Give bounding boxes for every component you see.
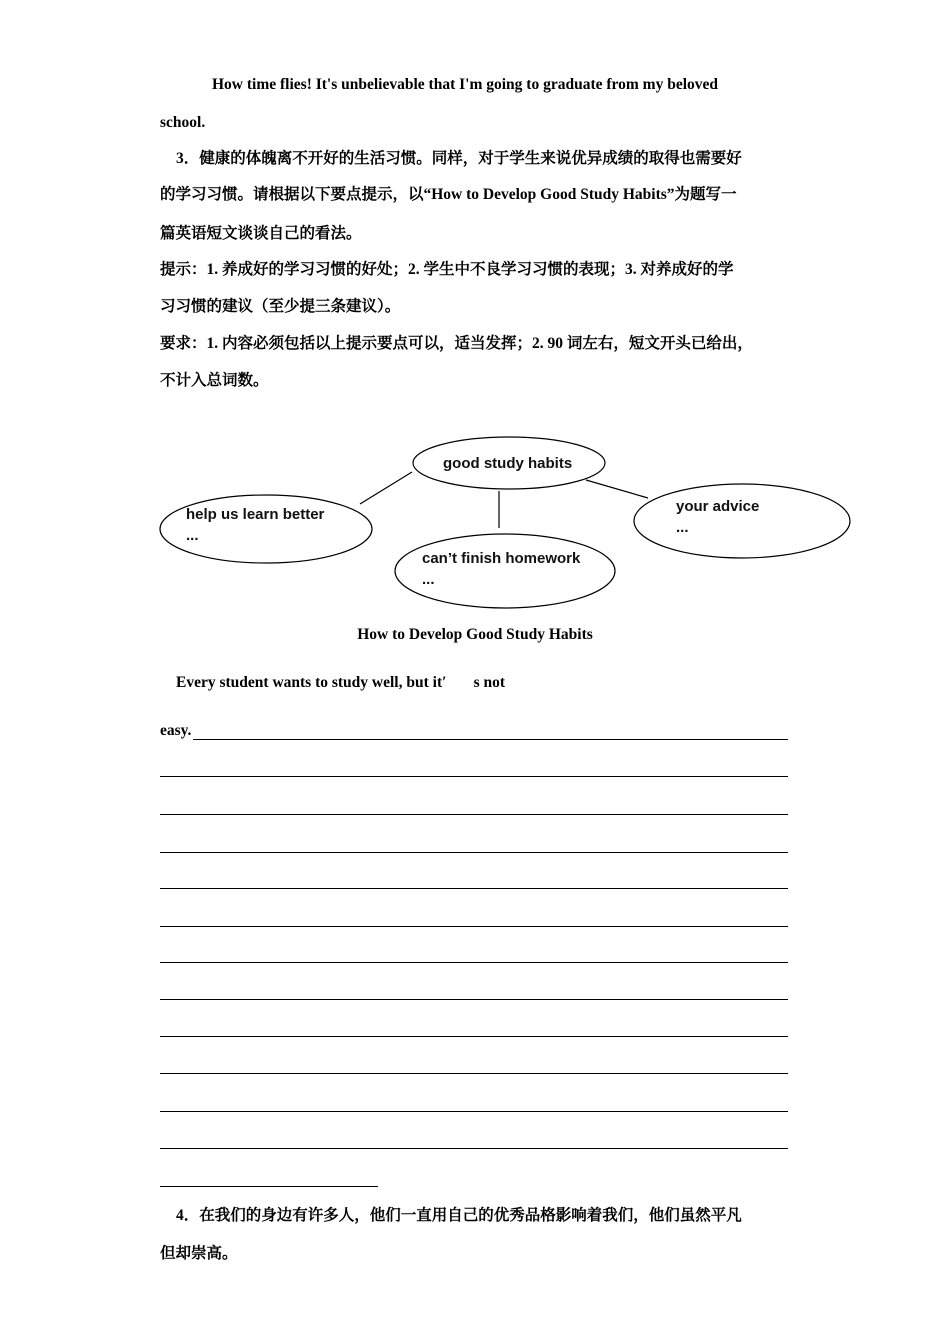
essay-easy-word: easy. — [160, 722, 192, 739]
writing-line-13[interactable] — [160, 1186, 378, 1187]
right-label: your advice — [676, 498, 760, 515]
left-ellipsis: ... — [186, 527, 199, 544]
question3-line-3: 篇英语短文谈谈自己的看法。 — [160, 225, 362, 242]
writing-line-1[interactable] — [193, 739, 788, 740]
mind-map-diagram — [150, 428, 860, 618]
question3-hint-line-2: 习习惯的建议（至少提三条建议）。 — [160, 298, 401, 315]
right-ellipse — [634, 484, 850, 558]
writing-line-2[interactable] — [160, 776, 788, 777]
writing-line-8[interactable] — [160, 999, 788, 1000]
writing-line-7[interactable] — [160, 962, 788, 963]
bottom-ellipsis: ... — [422, 571, 435, 588]
writing-line-12[interactable] — [160, 1148, 788, 1149]
writing-line-5[interactable] — [160, 888, 788, 889]
center-label: good study habits — [443, 455, 573, 472]
essay-opening: Every student wants to study well, but it′ s not — [176, 674, 506, 691]
first-writing-row — [160, 722, 790, 744]
intro-line-2: school. — [160, 114, 206, 131]
writing-line-10[interactable] — [160, 1073, 788, 1074]
right-ellipsis: ... — [676, 519, 689, 536]
question3-requirement-line-1: 要求：1. 内容必须包括以上提示要点可以，适当发挥；2. 90 词左右，短文开头已给出， — [160, 335, 753, 352]
question3-requirement-line-2: 不计入总词数。 — [160, 372, 269, 389]
writing-line-4[interactable] — [160, 852, 788, 853]
left-label: help us learn better — [186, 506, 325, 523]
question3-line-2: 的学习习惯。请根据以下要点提示，以“How to Develop Good Study Habits”为题写一 — [160, 186, 737, 203]
writing-line-11[interactable] — [160, 1111, 788, 1112]
connector-right — [586, 480, 648, 498]
question4-line-2: 但却崇高。 — [160, 1245, 238, 1262]
question4-line-1: 4．在我们的身边有许多人，他们一直用自己的优秀品格影响着我们，他们虽然平凡 — [176, 1207, 742, 1224]
bottom-label: can’t finish homework — [422, 550, 581, 567]
essay-title: How to Develop Good Study Habits — [357, 626, 593, 643]
question3-hint-line-1: 提示：1. 养成好的学习习惯的好处；2. 学生中不良学习习惯的表现；3. 对养成好的学 — [160, 261, 734, 278]
question3-line-1: 3．健康的体魄离不开好的生活习惯。同样，对于学生来说优异成绩的取得也需要好 — [176, 150, 742, 167]
writing-line-6[interactable] — [160, 926, 788, 927]
writing-line-9[interactable] — [160, 1036, 788, 1037]
connector-left — [360, 472, 412, 504]
intro-line-1: How time flies! It's unbelievable that I'm going to graduate from my beloved — [212, 76, 719, 93]
writing-line-3[interactable] — [160, 814, 788, 815]
